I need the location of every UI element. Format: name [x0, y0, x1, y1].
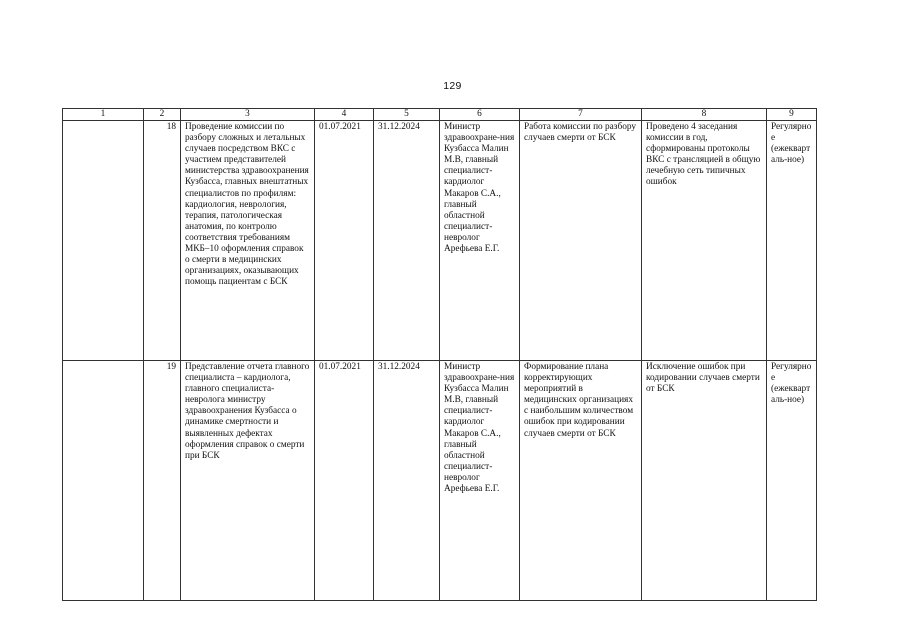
- row-number: 19: [144, 361, 181, 601]
- column-header: 7: [520, 109, 642, 121]
- section-cell: [63, 361, 144, 601]
- result-cell: Исключение ошибок при кодировании случаев смерти от БСК: [642, 361, 767, 601]
- table-row: [63, 361, 817, 601]
- end-date-cell: 31.12.2024: [374, 361, 440, 601]
- column-header: 6: [440, 109, 520, 121]
- column-header: 5: [374, 109, 440, 121]
- section-cell: [63, 121, 144, 361]
- responsible-cell: Министр здравоохране-ния Кузбасса Малин М.В, главный специалист-кардиолог Макаров С.А., главный областной специалист-невролог Арефьева Е.Г.: [440, 121, 520, 361]
- column-header: 4: [315, 109, 374, 121]
- column-header: 3: [181, 109, 315, 121]
- page-number: 129: [443, 80, 462, 92]
- column-header: 9: [767, 109, 817, 121]
- event-cell: Представление отчета главного специалиста – кардиолога, главного специалиста-невролога министру здравоохранения Кузбасса о динамике смертности и выявленных дефектах оформления справок о смерти при БСК: [181, 361, 315, 601]
- column-header: 2: [144, 109, 181, 121]
- plan-table: [62, 108, 817, 601]
- end-date-cell: 31.12.2024: [374, 121, 440, 361]
- column-header: 8: [642, 109, 767, 121]
- start-date-cell: 01.07.2021: [315, 361, 374, 601]
- periodicity-cell: Регулярное (ежекварталь-ное): [767, 121, 817, 361]
- responsible-cell: Министр здравоохране-ния Кузбасса Малин М.В, главный специалист-кардиолог Макаров С.А., главный областной специалист-невролог Арефьева Е.Г.: [440, 361, 520, 601]
- table-row: [63, 121, 817, 361]
- row-number: 18: [144, 121, 181, 361]
- description-cell: Формирование плана корректирующих мероприятий в медицинских организациях с наибольшим количеством ошибок при кодировании случаев смерти от БСК: [520, 361, 642, 601]
- start-date-cell: 01.07.2021: [315, 121, 374, 361]
- description-cell: Работа комиссии по разбору случаев смерти от БСК: [520, 121, 642, 361]
- periodicity-cell: Регулярное (ежекварталь-ное): [767, 361, 817, 601]
- column-header: 1: [63, 109, 144, 121]
- event-cell: Проведение комиссии по разбору сложных и летальных случаев посредством ВКС с участием представителей министерства здравоохранения Кузбасса, главных внештатных специалистов по профилям: кардиология, неврология, терапия, патологическая анатомия, по контролю соответствия требованиям МКБ–10 оформления справок о смерти в медицинских организациях, оказывающих помощь пациентам с БСК: [181, 121, 315, 361]
- result-cell: Проведено 4 заседания комиссии в год, сформированы протоколы ВКС с трансляцией в общую лечебную сеть типичных ошибок: [642, 121, 767, 361]
- table-header-row: [63, 109, 817, 121]
